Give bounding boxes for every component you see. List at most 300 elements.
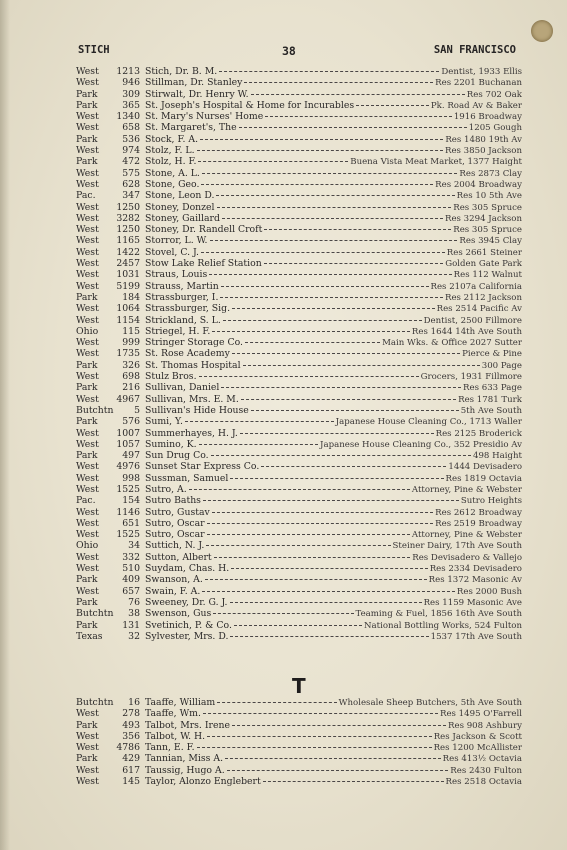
phone-number: 5199 bbox=[116, 280, 140, 292]
phone-number: 131 bbox=[122, 619, 140, 631]
exchange-label: West bbox=[76, 212, 99, 224]
directory-entry bbox=[76, 574, 522, 585]
listing-name: Sumi, Y. bbox=[145, 416, 183, 428]
listing-name: Sutro, Gustav bbox=[145, 506, 210, 518]
dot-leader bbox=[217, 207, 452, 208]
listing-address: Dentist, 2500 Fillmore bbox=[423, 315, 522, 326]
exchange-label: West bbox=[76, 438, 99, 450]
directory-entry bbox=[76, 77, 522, 88]
listing-name: Sweeney, Dr. G. J. bbox=[145, 596, 228, 608]
listing-name: Sylvester, Mrs. D. bbox=[145, 630, 229, 642]
listing-name: Stock, F. A. bbox=[145, 133, 199, 145]
listing-address: Res 2518 Octavia bbox=[445, 777, 522, 788]
dot-leader bbox=[264, 229, 451, 230]
listing-address: Res 2519 Broadway bbox=[435, 518, 522, 529]
exchange-label: West bbox=[76, 178, 99, 190]
dot-leader bbox=[189, 489, 410, 490]
exchange-label: West bbox=[76, 517, 99, 529]
listing-address: Res 1200 McAllister bbox=[433, 743, 522, 754]
dot-leader bbox=[222, 218, 443, 219]
phone-number: 309 bbox=[122, 88, 140, 100]
listing-address: Res 1644 14th Ave South bbox=[411, 326, 522, 337]
listing-address: 1537 17th Ave South bbox=[430, 631, 522, 642]
phone-number: 472 bbox=[122, 156, 140, 168]
listing-address: Pk. Road Av & Baker bbox=[430, 100, 522, 111]
exchange-label: West bbox=[76, 303, 99, 315]
dot-leader bbox=[201, 252, 445, 253]
listing-name: Strassburger, Sig. bbox=[145, 303, 231, 315]
exchange-label: Park bbox=[76, 753, 98, 765]
exchange-label: Park bbox=[76, 719, 98, 731]
phone-number: 356 bbox=[122, 730, 140, 742]
listing-address: 498 Haight bbox=[473, 451, 522, 462]
dot-leader bbox=[197, 150, 443, 151]
listing-address: 1916 Broadway bbox=[453, 112, 522, 123]
phone-number: 16 bbox=[128, 697, 140, 708]
phone-number: 216 bbox=[122, 382, 140, 394]
listing-name: Strassburger, I. bbox=[145, 291, 219, 303]
listing-address: Res Jackson & Scott bbox=[433, 731, 522, 742]
listing-name: Summerhayes, H. J. bbox=[145, 427, 238, 439]
dot-leader bbox=[213, 613, 353, 614]
dot-leader bbox=[244, 82, 433, 83]
phone-number: 999 bbox=[122, 337, 140, 349]
phone-number: 4976 bbox=[116, 461, 140, 473]
dot-leader bbox=[264, 263, 444, 264]
listing-address: Res 2000 Bush bbox=[456, 586, 522, 597]
exchange-label: Butchtn bbox=[76, 697, 114, 708]
listing-name: Stolz, H. F. bbox=[145, 156, 197, 168]
dot-leader bbox=[214, 557, 411, 558]
listing-name: Sullivan's Hide House bbox=[145, 404, 249, 416]
listing-name: St. Margaret's, The bbox=[145, 122, 237, 134]
phone-number: 3282 bbox=[116, 212, 140, 224]
exchange-label: Park bbox=[76, 133, 98, 145]
phone-number: 347 bbox=[122, 190, 140, 202]
directory-entry bbox=[76, 258, 522, 269]
dot-leader bbox=[207, 523, 434, 524]
listing-name: St. Joseph's Hospital & Home for Incurables bbox=[145, 99, 355, 111]
directory-entry bbox=[76, 620, 522, 631]
dot-leader bbox=[230, 602, 422, 603]
directory-entry bbox=[76, 529, 522, 540]
phone-number: 1165 bbox=[116, 235, 140, 247]
exchange-label: Butchtn bbox=[76, 404, 114, 416]
phone-number: 658 bbox=[122, 122, 140, 134]
page-number: 38 bbox=[282, 44, 296, 58]
listing-name: Sussman, Samuel bbox=[145, 472, 229, 484]
dot-leader bbox=[243, 365, 480, 366]
listing-address: Attorney, Pine & Webster bbox=[411, 484, 522, 495]
directory-entry bbox=[76, 631, 522, 642]
directory-entry bbox=[76, 552, 522, 563]
listing-address: Res 2430 Fulton bbox=[450, 765, 522, 776]
listing-name: Talbot, W. H. bbox=[145, 730, 206, 742]
phone-number: 115 bbox=[122, 325, 140, 337]
directory-entry bbox=[76, 776, 522, 787]
listing-address: Teaming & Fuel, 1856 16th Ave South bbox=[355, 609, 522, 620]
phone-number: 184 bbox=[122, 291, 140, 303]
directory-entry bbox=[76, 405, 522, 416]
dot-leader bbox=[205, 579, 427, 580]
exchange-label: West bbox=[76, 776, 99, 788]
directory-entry bbox=[76, 190, 522, 201]
listing-address: Res 305 Spruce bbox=[453, 202, 522, 213]
exchange-label: West bbox=[76, 167, 99, 179]
phone-number: 628 bbox=[122, 178, 140, 190]
exchange-label: Park bbox=[76, 359, 98, 371]
exchange-label: Texas bbox=[76, 630, 103, 642]
phone-number: 154 bbox=[122, 495, 140, 507]
dot-leader bbox=[245, 342, 380, 343]
listing-address: Golden Gate Park bbox=[445, 259, 522, 270]
dot-leader bbox=[221, 286, 429, 287]
phone-number: 1213 bbox=[116, 66, 140, 77]
phone-number: 429 bbox=[122, 753, 140, 765]
exchange-label: West bbox=[76, 585, 99, 597]
phone-number: 576 bbox=[122, 416, 140, 428]
exchange-label: West bbox=[76, 764, 99, 776]
exchange-label: Park bbox=[76, 291, 98, 303]
dot-leader bbox=[217, 702, 336, 703]
listing-name: Sullivan, Daniel bbox=[145, 382, 220, 394]
listing-address: Res 3945 Clay bbox=[459, 236, 522, 247]
listing-name: Sullivan, Mrs. E. M. bbox=[145, 393, 239, 405]
exchange-label: West bbox=[76, 111, 99, 123]
phone-number: 536 bbox=[122, 133, 140, 145]
dot-leader bbox=[263, 781, 444, 782]
listing-name: Stringer Storage Co. bbox=[145, 337, 243, 349]
directory-entry bbox=[76, 597, 522, 608]
exchange-label: West bbox=[76, 258, 99, 270]
phone-number: 326 bbox=[122, 359, 140, 371]
listing-name: Striegel, H. F. bbox=[145, 325, 211, 337]
exchange-label: West bbox=[76, 472, 99, 484]
directory-entry bbox=[76, 213, 522, 224]
directory-entry bbox=[76, 608, 522, 619]
listing-address: Res 1495 O'Farrell bbox=[439, 709, 522, 720]
exchange-label: Park bbox=[76, 574, 98, 586]
phone-number: 76 bbox=[128, 596, 140, 608]
page-header bbox=[78, 44, 516, 60]
listing-name: Sutro, Oscar bbox=[145, 529, 205, 541]
phone-number: 698 bbox=[122, 371, 140, 383]
dot-leader bbox=[227, 770, 449, 771]
listing-name: Storror, L. W. bbox=[145, 235, 208, 247]
phone-number: 575 bbox=[122, 167, 140, 179]
phone-number: 1250 bbox=[116, 224, 140, 236]
exchange-label: West bbox=[76, 730, 99, 742]
phone-number: 497 bbox=[122, 450, 140, 462]
listing-name: Sumino, K. bbox=[145, 438, 197, 450]
directory-entry bbox=[76, 495, 522, 506]
exchange-label: West bbox=[76, 461, 99, 473]
phone-number: 5 bbox=[134, 404, 140, 416]
listing-name: Stoney, Gaillard bbox=[145, 212, 220, 224]
listing-address: Res 10 5th Ave bbox=[456, 191, 522, 202]
phone-number: 4967 bbox=[116, 393, 140, 405]
exchange-label: Park bbox=[76, 416, 98, 428]
listing-name: Sutro, A. bbox=[145, 483, 187, 495]
phone-number: 1422 bbox=[116, 246, 140, 258]
directory-entry bbox=[76, 315, 522, 326]
listing-address: Wholesale Sheep Butchers, 5th Ave South bbox=[338, 698, 522, 708]
listing-name: Stone, Geo. bbox=[145, 178, 200, 190]
phone-number: 4786 bbox=[116, 742, 140, 754]
phone-number: 1154 bbox=[116, 314, 140, 326]
listing-address: Res 2661 Steiner bbox=[446, 247, 522, 258]
listing-address: Res 702 Oak bbox=[466, 89, 522, 100]
listing-address: Grocers, 1931 Fillmore bbox=[420, 372, 522, 383]
listing-name: Strickland, S. L. bbox=[145, 314, 221, 326]
listing-address: Res 2334 Devisadero bbox=[429, 564, 522, 575]
exchange-label: West bbox=[76, 371, 99, 383]
exchange-label: West bbox=[76, 269, 99, 281]
phone-number: 1525 bbox=[116, 483, 140, 495]
listing-address: Res 112 Walnut bbox=[453, 270, 522, 281]
dot-leader bbox=[216, 195, 454, 196]
dot-leader bbox=[230, 478, 443, 479]
directory-entry bbox=[76, 586, 522, 597]
exchange-label: Ohio bbox=[76, 540, 99, 552]
listing-name: Stow Lake Relief Station bbox=[145, 258, 262, 270]
header-city-label: SAN FRANCISCO bbox=[433, 44, 516, 56]
dot-leader bbox=[197, 747, 432, 748]
listing-address: Res 908 Ashbury bbox=[448, 720, 522, 731]
directory-entry bbox=[76, 394, 522, 405]
dot-leader bbox=[200, 139, 443, 140]
dot-leader bbox=[202, 173, 458, 174]
listing-address: Res 1159 Masonic Ave bbox=[423, 597, 522, 608]
exchange-label: Park bbox=[76, 596, 98, 608]
phone-number: 1057 bbox=[116, 438, 140, 450]
directory-entry bbox=[76, 134, 522, 145]
listing-address: Res Devisadero & Vallejo bbox=[412, 552, 522, 563]
listing-name: Stolz, F. L. bbox=[145, 145, 195, 157]
listing-name: Stone, A. L. bbox=[145, 167, 200, 179]
listing-address: 1444 Devisadero bbox=[448, 462, 522, 473]
listing-name: Talbot, Mrs. Irene bbox=[145, 719, 230, 731]
phone-number: 510 bbox=[122, 563, 140, 575]
directory-entry bbox=[76, 224, 522, 235]
exchange-label: Pac. bbox=[76, 190, 96, 202]
phone-number: 974 bbox=[122, 145, 140, 157]
listing-name: Stone, Leon D. bbox=[145, 190, 215, 202]
dot-leader bbox=[240, 433, 434, 434]
exchange-label: West bbox=[76, 145, 99, 157]
listing-name: Stich, Dr. B. M. bbox=[145, 66, 218, 77]
listing-name: St. Mary's Nurses' Home bbox=[145, 111, 264, 123]
directory-entry bbox=[76, 156, 522, 167]
directory-entry bbox=[76, 348, 522, 359]
exchange-label: West bbox=[76, 77, 99, 89]
listing-name: Strauss, Martin bbox=[145, 280, 219, 292]
phone-number: 278 bbox=[122, 708, 140, 720]
dot-leader bbox=[220, 297, 443, 298]
listing-address: Res 3850 Jackson bbox=[444, 146, 522, 157]
listing-address: Sutro Heights bbox=[460, 496, 522, 507]
listing-address: 5th Ave South bbox=[460, 405, 522, 416]
listing-address: Main Wks. & Office 2027 Sutter bbox=[382, 338, 522, 349]
directory-entry bbox=[76, 100, 522, 111]
directory-list-t bbox=[76, 697, 522, 787]
dot-leader bbox=[225, 758, 441, 759]
listing-address: Res 2112 Jackson bbox=[444, 292, 522, 303]
exchange-label: West bbox=[76, 280, 99, 292]
listing-name: Sunset Star Express Co. bbox=[145, 461, 260, 473]
directory-entry bbox=[76, 202, 522, 213]
listing-name: St. Rose Academy bbox=[145, 348, 230, 360]
listing-address: Res 2514 Pacific Av bbox=[436, 304, 522, 315]
listing-name: Sutro, Oscar bbox=[145, 517, 205, 529]
phone-number: 1250 bbox=[116, 201, 140, 213]
phone-number: 1031 bbox=[116, 269, 140, 281]
listing-name: Stovel, C. J. bbox=[145, 246, 199, 258]
listing-name: Stoney, Dr. Randell Croft bbox=[145, 224, 263, 236]
listing-address: Res 2873 Clay bbox=[459, 168, 522, 179]
exchange-label: West bbox=[76, 235, 99, 247]
dot-leader bbox=[207, 534, 410, 535]
dot-leader bbox=[230, 636, 428, 637]
listing-address: Res 2004 Broadway bbox=[435, 179, 522, 190]
listing-address: Res 305 Spruce bbox=[453, 225, 522, 236]
dot-leader bbox=[234, 625, 362, 626]
exchange-label: Pac. bbox=[76, 495, 96, 507]
directory-entry bbox=[76, 168, 522, 179]
exchange-label: West bbox=[76, 393, 99, 405]
directory-entry bbox=[76, 337, 522, 348]
dot-leader bbox=[232, 725, 446, 726]
listing-address: Res 2612 Broadway bbox=[435, 507, 522, 518]
exchange-label: West bbox=[76, 224, 99, 236]
dot-leader bbox=[206, 545, 390, 546]
exchange-label: Ohio bbox=[76, 325, 99, 337]
dot-leader bbox=[203, 500, 459, 501]
exchange-label: West bbox=[76, 506, 99, 518]
phone-number: 493 bbox=[122, 719, 140, 731]
directory-entry bbox=[76, 122, 522, 133]
listing-name: Tann, E. F. bbox=[145, 742, 195, 754]
directory-entry bbox=[76, 563, 522, 574]
phone-number: 1007 bbox=[116, 427, 140, 439]
phone-number: 651 bbox=[122, 517, 140, 529]
directory-entry bbox=[76, 765, 522, 776]
exchange-label: Park bbox=[76, 619, 98, 631]
listing-name: Sun Drug Co. bbox=[145, 450, 209, 462]
dot-leader bbox=[261, 466, 446, 467]
listing-address: Res 3294 Jackson bbox=[444, 213, 522, 224]
directory-entry bbox=[76, 382, 522, 393]
exchange-label: Butchtn bbox=[76, 608, 114, 620]
phone-number: 409 bbox=[122, 574, 140, 586]
directory-entry bbox=[76, 461, 522, 472]
listing-name: Taaffe, Wm. bbox=[145, 708, 201, 720]
listing-name: Svetinich, P. & Co. bbox=[145, 619, 232, 631]
binding-hole bbox=[531, 20, 553, 42]
listing-name: Stillman, Dr. Stanley bbox=[145, 77, 243, 89]
dot-leader bbox=[203, 713, 438, 714]
dot-leader bbox=[212, 331, 410, 332]
directory-entry bbox=[76, 269, 522, 280]
directory-entry bbox=[76, 145, 522, 156]
exchange-label: West bbox=[76, 201, 99, 213]
dot-leader bbox=[199, 376, 419, 377]
listing-address: Res 1781 Turk bbox=[458, 394, 522, 405]
directory-entry bbox=[76, 518, 522, 529]
phone-number: 32 bbox=[128, 630, 140, 642]
directory-entry bbox=[76, 507, 522, 518]
directory-entry bbox=[76, 450, 522, 461]
directory-entry bbox=[76, 281, 522, 292]
dot-leader bbox=[207, 736, 432, 737]
dot-leader bbox=[198, 161, 348, 162]
directory-entry bbox=[76, 292, 522, 303]
dot-leader bbox=[211, 455, 471, 456]
directory-entry bbox=[76, 473, 522, 484]
phone-number: 1064 bbox=[116, 303, 140, 315]
listing-address: Res 2107a California bbox=[430, 281, 522, 292]
directory-entry bbox=[76, 428, 522, 439]
listing-name: Sutro Baths bbox=[145, 495, 201, 507]
dot-leader bbox=[239, 127, 467, 128]
phone-number: 657 bbox=[122, 585, 140, 597]
listing-address: Res 2201 Buchanan bbox=[435, 78, 522, 89]
directory-entry bbox=[76, 484, 522, 495]
listing-address: Res 633 Page bbox=[463, 383, 522, 394]
exchange-label: West bbox=[76, 563, 99, 575]
listing-address: Res 1819 Octavia bbox=[445, 473, 522, 484]
dot-leader bbox=[199, 444, 318, 445]
directory-entry bbox=[76, 235, 522, 246]
directory-entry bbox=[76, 753, 522, 764]
header-left-label: STICH bbox=[78, 44, 110, 56]
directory-entry bbox=[76, 439, 522, 450]
exchange-label: West bbox=[76, 66, 99, 77]
exchange-label: West bbox=[76, 427, 99, 439]
directory-entry bbox=[76, 111, 522, 122]
listing-address: Res 2125 Broderick bbox=[435, 428, 522, 439]
directory-entry bbox=[76, 742, 522, 753]
phone-number: 34 bbox=[128, 540, 140, 552]
listing-name: Taussig, Hugo A. bbox=[145, 764, 225, 776]
exchange-label: West bbox=[76, 246, 99, 258]
dot-leader bbox=[212, 512, 433, 513]
exchange-label: West bbox=[76, 708, 99, 720]
directory-entry bbox=[76, 89, 522, 100]
dot-leader bbox=[202, 591, 455, 592]
listing-name: Taaffe, William bbox=[145, 697, 216, 708]
dot-leader bbox=[241, 399, 456, 400]
directory-entry bbox=[76, 371, 522, 382]
listing-address: Res 1372 Masonic Av bbox=[428, 575, 522, 586]
listing-name: Swain, F. A. bbox=[145, 585, 201, 597]
phone-number: 38 bbox=[128, 608, 140, 620]
listing-name: Straus, Louis bbox=[145, 269, 208, 281]
listing-address: Japanese House Cleaning Co., 1713 Waller bbox=[335, 417, 522, 428]
dot-leader bbox=[209, 274, 451, 275]
exchange-label: Park bbox=[76, 156, 98, 168]
phone-number: 617 bbox=[122, 764, 140, 776]
dot-leader bbox=[232, 308, 435, 309]
listing-address: Attorney, Pine & Webster bbox=[411, 530, 522, 541]
phone-number: 1340 bbox=[116, 111, 140, 123]
listing-name: Stoney, Donzel bbox=[145, 201, 215, 213]
directory-entry bbox=[76, 731, 522, 742]
phone-number: 1525 bbox=[116, 529, 140, 541]
exchange-label: Park bbox=[76, 88, 98, 100]
directory-entry bbox=[76, 247, 522, 258]
directory-entry bbox=[76, 697, 522, 708]
